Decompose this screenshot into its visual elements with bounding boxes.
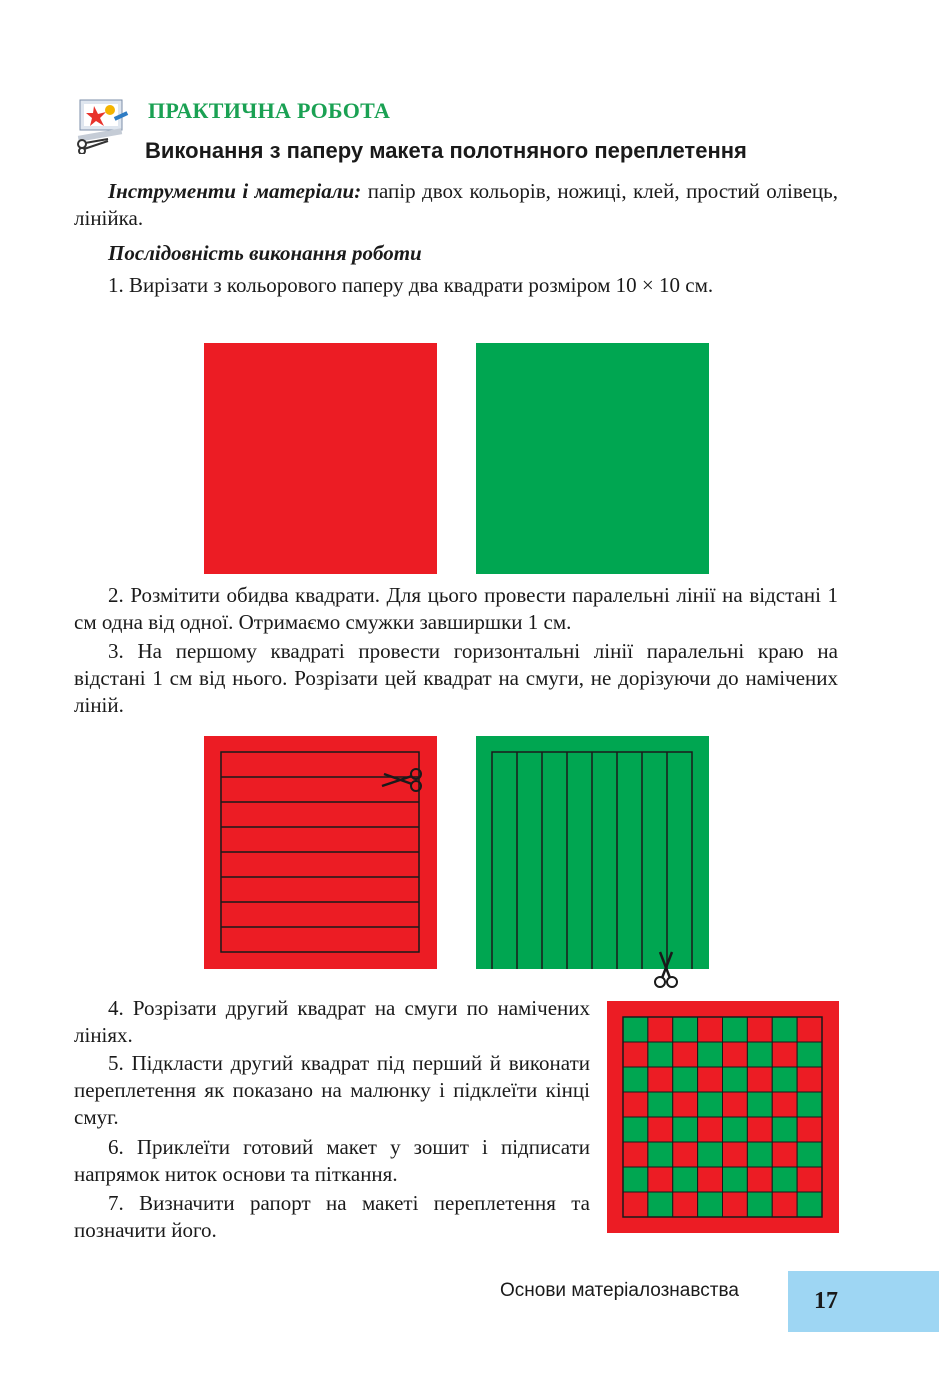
woven-model [607, 1001, 839, 1233]
weave-cell [623, 1167, 648, 1192]
weave-cell [623, 1042, 648, 1067]
sequence-heading [74, 240, 838, 267]
weave-cell [747, 1192, 772, 1217]
materials-paragraph [74, 178, 838, 232]
weave-cell [673, 1017, 698, 1042]
weave-cell [772, 1167, 797, 1192]
weave-cell [772, 1142, 797, 1167]
page-number: 17 [814, 1288, 838, 1314]
weave-cell [623, 1117, 648, 1142]
weave-cell [723, 1192, 748, 1217]
weave-cell [772, 1067, 797, 1092]
step-7: 7. Визначити рапорт на макеті переплетення та позначити його. [74, 1191, 590, 1242]
weave-cell [797, 1117, 822, 1142]
weave-cell [698, 1192, 723, 1217]
weave-cell [797, 1167, 822, 1192]
weave-cell [747, 1167, 772, 1192]
section-label: ПРАКТИЧНА РОБОТА [148, 98, 391, 123]
weave-cell [797, 1192, 822, 1217]
page-number-box [788, 1271, 939, 1332]
weave-cell [623, 1192, 648, 1217]
weave-cell [673, 1117, 698, 1142]
weave-cell [698, 1092, 723, 1117]
materials-label: Інструменти і матеріали: [108, 179, 362, 203]
weave-cell [772, 1192, 797, 1217]
step-2: 2. Розмітити обидва квадрати. Для цього провести паралельні лінії на відстані 1 см одна від одної. Отримаємо смужки завширшки 1 см. [74, 583, 838, 634]
practical-work-icon [74, 96, 132, 154]
materials-text: папір двох кольорів, ножиці, клей, простий олівець, лінійка. [74, 179, 838, 230]
step-1: 1. Вирізати з кольорового паперу два квадрати розміром 10 × 10 см. [108, 273, 714, 297]
green-square-marked [476, 736, 709, 969]
weave-cell [673, 1142, 698, 1167]
weave-cell [648, 1042, 673, 1067]
sequence-heading-text: Послідовність виконання роботи [108, 241, 422, 265]
weave-cell [673, 1067, 698, 1092]
weave-cell [723, 1017, 748, 1042]
weave-cell [698, 1017, 723, 1042]
weave-cell [797, 1017, 822, 1042]
weave-cell [673, 1192, 698, 1217]
weave-cell [797, 1092, 822, 1117]
red-square-marked [204, 736, 437, 969]
step-5: 5. Підкласти другий квадрат під перший й виконати переплетення як показано на малюнку і підклеїти кінці смуг. [74, 1051, 590, 1129]
weave-cell [747, 1017, 772, 1042]
weave-cell [623, 1142, 648, 1167]
weave-cell [648, 1117, 673, 1142]
weave-cell [623, 1092, 648, 1117]
weave-cell [772, 1042, 797, 1067]
footer-section-name: Основи матеріалознавства [500, 1280, 739, 1301]
weave-cell [623, 1017, 648, 1042]
weave-cell [648, 1142, 673, 1167]
weave-cell [747, 1092, 772, 1117]
weave-cell [698, 1167, 723, 1192]
green-square [476, 343, 709, 574]
step-4: 4. Розрізати другий квадрат на смуги по намічених лініях. [74, 996, 590, 1047]
weave-cell [673, 1042, 698, 1067]
weave-cell [648, 1192, 673, 1217]
weave-cell [747, 1067, 772, 1092]
weave-cell [747, 1117, 772, 1142]
weave-cell [623, 1067, 648, 1092]
scissors-icon [652, 950, 680, 990]
weave-cell [723, 1092, 748, 1117]
weave-cell [723, 1067, 748, 1092]
weave-cell [772, 1092, 797, 1117]
weave-cell [723, 1142, 748, 1167]
weave-cell [673, 1167, 698, 1192]
weave-cell [797, 1042, 822, 1067]
weave-cell [648, 1092, 673, 1117]
weave-cell [723, 1042, 748, 1067]
weave-cell [648, 1017, 673, 1042]
red-square [204, 343, 437, 574]
step-3: 3. На першому квадраті провести горизонтальні лінії паралельні краю на відстані 1 см від нього. Розрізати цей квадрат на смуги, не дорізуючи до намічених ліній. [74, 639, 838, 717]
weave-cell [723, 1167, 748, 1192]
weave-cell [747, 1142, 772, 1167]
weave-cell [723, 1117, 748, 1142]
weave-cell [698, 1142, 723, 1167]
work-title: Виконання з паперу макета полотняного переплетення [145, 138, 747, 163]
step-6: 6. Приклеїти готовий макет у зошит і підписати напрямок ниток основи та піткання. [74, 1135, 590, 1186]
weave-cell [797, 1067, 822, 1092]
weave-cell [698, 1042, 723, 1067]
weave-cell [673, 1092, 698, 1117]
weave-cell [747, 1042, 772, 1067]
weave-cell [648, 1067, 673, 1092]
weave-cell [772, 1017, 797, 1042]
weave-cell [648, 1167, 673, 1192]
weave-cell [772, 1117, 797, 1142]
weave-cell [698, 1067, 723, 1092]
weave-cell [698, 1117, 723, 1142]
weave-cell [797, 1142, 822, 1167]
